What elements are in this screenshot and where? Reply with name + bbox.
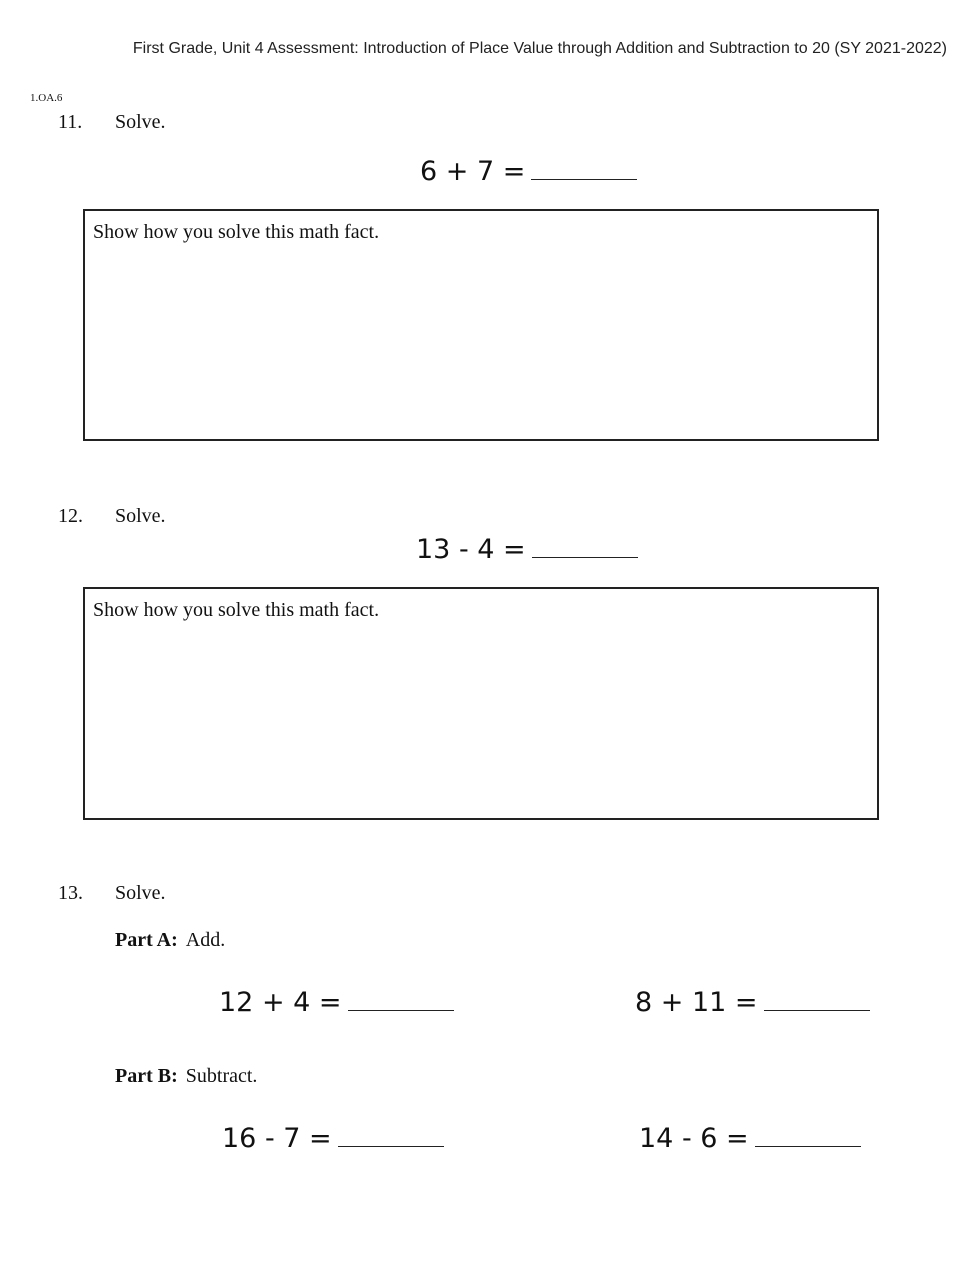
question-12-work-box[interactable] xyxy=(83,587,879,820)
question-11-text: Solve. xyxy=(115,111,166,133)
answer-blank[interactable] xyxy=(348,988,454,1011)
equation-text: 13 - 4 = xyxy=(416,534,526,565)
question-13-text: Solve. xyxy=(115,882,166,904)
page-header: First Grade, Unit 4 Assessment: Introduction of Place Value through Addition and Subtraction to 20 (SY 2021-2022) xyxy=(132,40,947,57)
answer-blank[interactable] xyxy=(531,157,637,180)
part-b-equation-2 xyxy=(639,1123,861,1154)
part-a-heading xyxy=(115,929,225,952)
equation-text: 16 - 7 = xyxy=(222,1123,332,1154)
equation-text: 12 + 4 = xyxy=(219,987,342,1018)
question-11-number: 11. xyxy=(58,111,83,133)
part-b-heading xyxy=(115,1065,257,1088)
part-a-equation-1 xyxy=(219,987,454,1018)
part-b-instruction: Subtract. xyxy=(185,1065,258,1087)
question-12-equation xyxy=(416,534,638,565)
equation-text: 6 + 7 = xyxy=(420,156,526,187)
answer-blank[interactable] xyxy=(338,1124,444,1147)
part-a-label: Part A: xyxy=(115,929,178,951)
part-a-equation-2 xyxy=(635,987,870,1018)
part-b-equation-1 xyxy=(222,1123,444,1154)
question-11-equation xyxy=(420,156,637,187)
question-13-number: 13. xyxy=(58,882,83,904)
question-11-work-box[interactable] xyxy=(83,209,879,441)
equation-text: 8 + 11 = xyxy=(635,987,758,1018)
work-box-prompt: Show how you solve this math fact. xyxy=(93,599,380,621)
standard-code: 1.OA.6 xyxy=(30,92,63,104)
equation-text: 14 - 6 = xyxy=(639,1123,749,1154)
work-box-prompt: Show how you solve this math fact. xyxy=(93,221,380,243)
part-a-instruction: Add. xyxy=(185,929,226,951)
part-b-label: Part B: xyxy=(115,1065,178,1087)
question-12-text: Solve. xyxy=(115,505,166,527)
answer-blank[interactable] xyxy=(532,535,638,558)
answer-blank[interactable] xyxy=(755,1124,861,1147)
question-12-number: 12. xyxy=(58,505,83,527)
answer-blank[interactable] xyxy=(764,988,870,1011)
